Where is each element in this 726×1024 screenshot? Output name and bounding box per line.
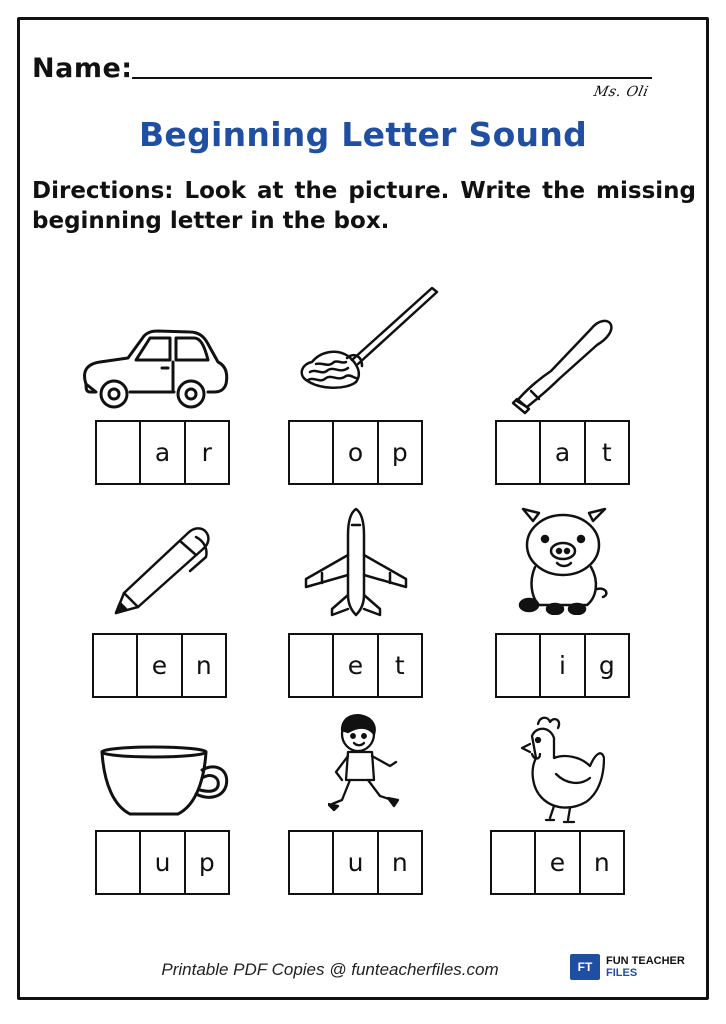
name-label: Name: (32, 53, 133, 84)
letter-box: n (377, 832, 421, 893)
letter-boxes (495, 420, 630, 485)
letter-box: a (539, 422, 583, 483)
cup-icon (98, 744, 233, 819)
letter-boxes (95, 420, 230, 485)
worksheet-title: Beginning Letter Sound (138, 115, 588, 154)
missing-letter-box[interactable] (290, 832, 332, 893)
pig-icon (515, 505, 615, 615)
letter-boxes (92, 633, 227, 698)
logo-line-1: FUN TEACHER (606, 955, 685, 967)
missing-letter-box[interactable] (97, 832, 139, 893)
mop-icon (292, 282, 442, 392)
letter-boxes (95, 830, 230, 895)
letter-box: u (139, 832, 183, 893)
letter-box: t (584, 422, 628, 483)
missing-letter-box[interactable] (492, 832, 534, 893)
letter-box: p (184, 832, 228, 893)
hen-icon (520, 714, 605, 826)
letter-box: n (579, 832, 623, 893)
footer-link-text: Printable PDF Copies @ funteacherfiles.com (161, 960, 499, 979)
letter-box: o (332, 422, 376, 483)
letter-box: n (181, 635, 225, 696)
letter-box: e (534, 832, 578, 893)
letter-boxes (288, 830, 423, 895)
letter-boxes (495, 633, 630, 698)
missing-letter-box[interactable] (290, 422, 332, 483)
missing-letter-box[interactable] (97, 422, 139, 483)
letter-box: e (332, 635, 376, 696)
jet-icon (302, 505, 410, 620)
letter-box: e (136, 635, 180, 696)
letter-box: r (184, 422, 228, 483)
logo-line-2: FILES (606, 967, 638, 979)
fun-teacher-files-logo (570, 954, 685, 980)
letter-box: g (584, 635, 628, 696)
directions-text: Directions: Look at the picture. Write the missing beginning letter in the box. (32, 178, 696, 234)
boy-running-icon (328, 710, 406, 818)
letter-box: i (539, 635, 583, 696)
letter-box: a (139, 422, 183, 483)
letter-box: t (377, 635, 421, 696)
letter-boxes (490, 830, 625, 895)
name-write-line (132, 77, 652, 79)
name-row (32, 48, 133, 84)
missing-letter-box[interactable] (497, 422, 539, 483)
author-signature: Ms. Oli (592, 84, 651, 100)
letter-boxes (288, 633, 423, 698)
pen-icon (110, 523, 215, 618)
missing-letter-box[interactable] (497, 635, 539, 696)
bat-icon (505, 313, 615, 417)
car-icon (78, 322, 230, 414)
letter-box: u (332, 832, 376, 893)
letter-boxes (288, 420, 423, 485)
missing-letter-box[interactable] (94, 635, 136, 696)
missing-letter-box[interactable] (290, 635, 332, 696)
logo-mark: FT (570, 954, 600, 980)
letter-box: p (377, 422, 421, 483)
